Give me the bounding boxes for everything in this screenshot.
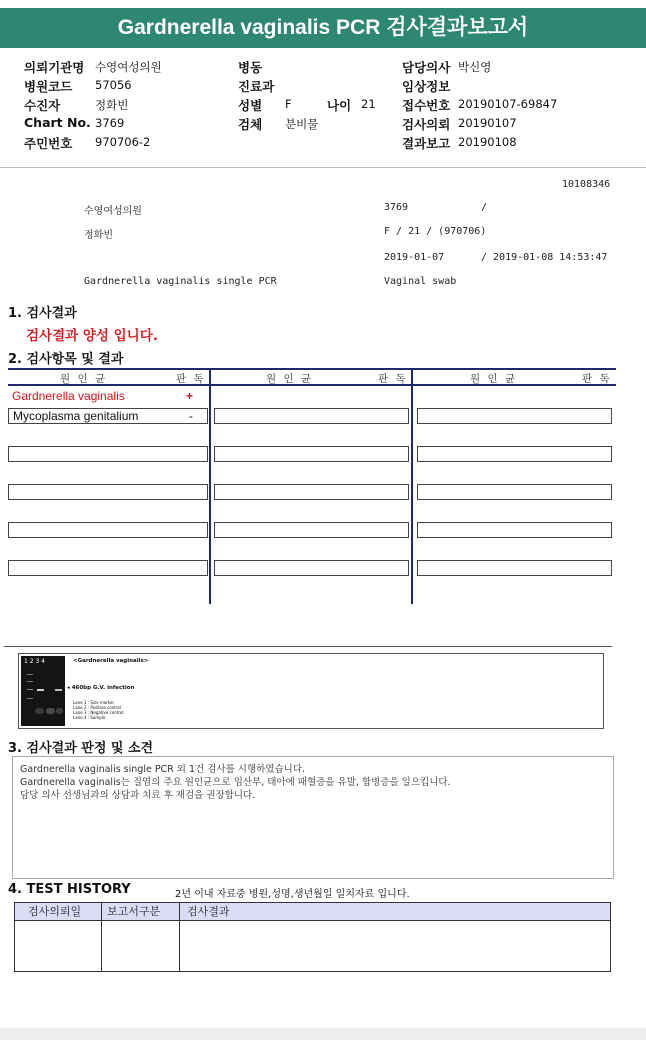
doctor-value: 박신영 xyxy=(458,60,492,74)
gel-title: <Gardnerella vaginalis> xyxy=(73,658,149,664)
report-date-value: 20190108 xyxy=(458,135,517,149)
hospital-label: 의뢰기관명 xyxy=(24,60,85,75)
history-header-row xyxy=(15,903,610,921)
gel-legend-item: Lane 2 : Positive control xyxy=(73,705,121,710)
empty-cell xyxy=(8,484,208,500)
code-label: 병원코드 xyxy=(24,79,73,94)
empty-cell xyxy=(214,560,409,576)
opinion-line: 담당 의사 선생님과의 상담과 치료 후 재검을 권장합니다. xyxy=(20,790,256,801)
empty-cell xyxy=(214,408,409,424)
col-pathogen-header: 원 인 균 xyxy=(470,373,518,385)
specimen-label: 검체 xyxy=(238,117,263,132)
meta-date-report: / 2019-01-08 14:53:47 xyxy=(481,252,608,263)
results-table xyxy=(8,368,616,606)
table-top-rule xyxy=(8,368,616,370)
col-judgement-header: 판 독 xyxy=(378,373,408,385)
report-header xyxy=(0,52,646,152)
chart-value: 3769 xyxy=(95,116,125,130)
page-footer-strip xyxy=(0,1028,646,1040)
section-divider xyxy=(4,646,612,647)
table-col-divider xyxy=(411,368,413,604)
empty-cell xyxy=(417,560,612,576)
reception-label: 접수번호 xyxy=(402,98,451,113)
gel-band-text: 460bp G.V. infection xyxy=(71,685,135,691)
table-row xyxy=(8,408,208,424)
pathogen-result: + xyxy=(186,389,194,403)
patient-value: 정화빈 xyxy=(95,98,129,112)
header-divider xyxy=(0,167,646,168)
report-number: 10108346 xyxy=(562,179,611,190)
id-label: 주민번호 xyxy=(24,136,73,151)
empty-cell xyxy=(8,522,208,538)
meta-hospital: 수영여성의원 xyxy=(84,206,142,217)
age-value: 21 xyxy=(361,97,376,111)
code-value: 57056 xyxy=(95,78,132,92)
age-label: 나이 xyxy=(327,98,352,113)
reception-value: 20190107-69847 xyxy=(458,97,558,111)
empty-cell xyxy=(417,484,612,500)
specimen-value: 분비물 xyxy=(285,117,319,131)
gel-image xyxy=(21,656,65,726)
pathogen-result: - xyxy=(189,409,193,423)
section4-heading: 4. TEST HISTORY xyxy=(8,882,131,897)
history-note: 2년 이내 자료중 병원,성명,생년월일 일치자료 입니다. xyxy=(175,889,410,900)
meta-test: Gardnerella vaginalis single PCR xyxy=(84,276,277,287)
history-col-date: 검사의뢰일 xyxy=(28,905,82,918)
col-judgement-header: 판 독 xyxy=(176,373,206,385)
clinical-label: 임상정보 xyxy=(402,79,451,94)
meta-sex-age: F / 21 / (970706) xyxy=(384,226,487,237)
empty-cell xyxy=(417,408,612,424)
section3-heading: 3. 검사결과 판정 및 소견 xyxy=(8,741,154,756)
patient-label: 수진자 xyxy=(24,98,61,113)
opinion-box xyxy=(12,756,614,879)
chart-label: Chart No. xyxy=(24,115,91,130)
col-pathogen-header: 원 인 균 xyxy=(266,373,314,385)
pathogen-name: Gardnerella vaginalis xyxy=(12,389,125,403)
section2-heading: 2. 검사항목 및 결과 xyxy=(8,352,124,367)
gel-image-panel xyxy=(18,653,604,729)
report-title: Gardnerella vaginalis PCR 검사결과보고서 xyxy=(0,8,646,48)
empty-cell xyxy=(214,522,409,538)
meta-patient: 정화빈 xyxy=(84,230,113,241)
history-col-divider xyxy=(101,903,102,971)
pathogen-name: Mycoplasma genitalium xyxy=(13,409,139,423)
gel-legend-item: Lane 1 : Size marker xyxy=(73,700,115,705)
gel-lane-labels: 1 2 3 4 xyxy=(24,658,45,665)
gel-legend-item: Lane 3 : Negative control xyxy=(73,710,124,715)
report-date-label: 결과보고 xyxy=(402,136,451,151)
empty-cell xyxy=(8,560,208,576)
empty-cell xyxy=(214,446,409,462)
history-col-result: 검사결과 xyxy=(187,905,230,918)
sex-label: 성별 xyxy=(238,98,263,113)
table-col-divider xyxy=(209,368,211,604)
empty-cell xyxy=(417,522,612,538)
table-row xyxy=(8,389,208,405)
col-pathogen-header: 원 인 균 xyxy=(60,373,108,385)
hospital-value: 수영여성의원 xyxy=(95,60,162,74)
col-judgement-header: 판 독 xyxy=(582,373,612,385)
ward-label: 병동 xyxy=(238,60,263,75)
sex-value: F xyxy=(285,97,292,111)
result-summary: 검사결과 양성 입니다. xyxy=(26,328,158,344)
opinion-line: Gardnerella vaginalis single PCR 외 1건 검사를 시행하였습니다. xyxy=(20,764,306,775)
gel-legend-item: Lane 4 : Sample xyxy=(73,715,106,720)
empty-cell xyxy=(417,446,612,462)
request-value: 20190107 xyxy=(458,116,517,130)
meta-specimen: Vaginal swab xyxy=(384,276,457,287)
history-col-type: 보고서구분 xyxy=(107,905,161,918)
history-table xyxy=(14,902,611,972)
meta-chart-slash: / xyxy=(481,202,488,213)
gel-band-label: ◂ 460bp G.V. infection xyxy=(67,685,135,691)
meta-date-request: 2019-01-07 xyxy=(384,252,445,263)
opinion-line: Gardnerella vaginalis는 질염의 주요 원인균으로 임산부, 태아에 패혈증을 유발, 합병증을 일으킵니다. xyxy=(20,777,451,788)
empty-cell xyxy=(214,484,409,500)
section1-heading: 1. 검사결과 xyxy=(8,306,77,321)
empty-cell xyxy=(8,446,208,462)
request-label: 검사의뢰 xyxy=(402,117,451,132)
meta-chart: 3769 xyxy=(384,202,409,213)
history-col-divider xyxy=(179,903,180,971)
id-value: 970706-2 xyxy=(95,135,151,149)
dept-label: 진료과 xyxy=(238,79,275,94)
doctor-label: 담당의사 xyxy=(402,60,451,75)
